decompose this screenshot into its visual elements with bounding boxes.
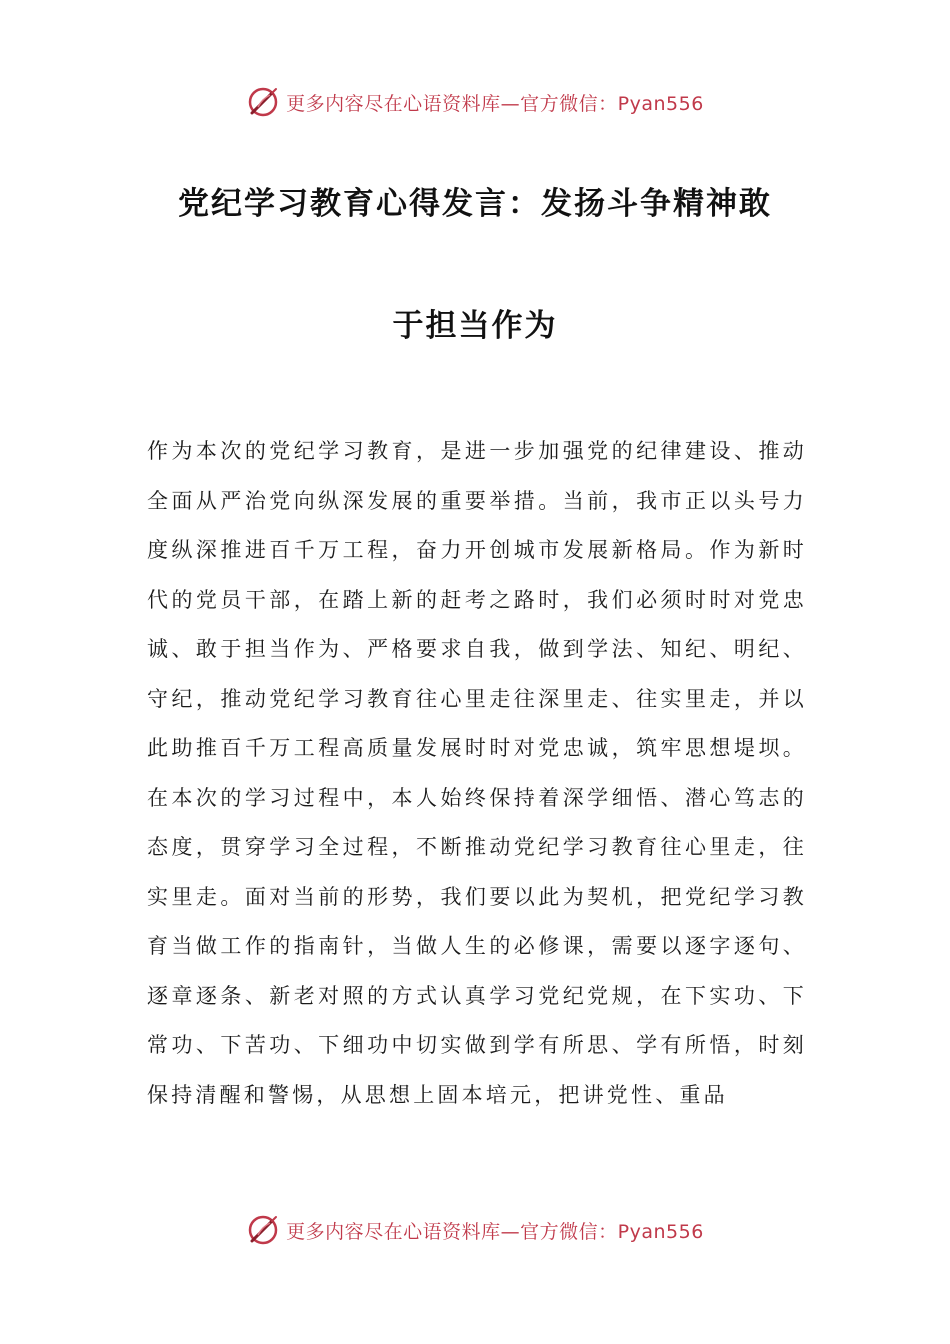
banner-label: 更多内容尽在心语资料库—官方微信： [286, 92, 618, 115]
body-paragraph: 作为本次的党纪学习教育，是进一步加强党的纪律建设、推动全面从严治党向纵深发展的重要举措。当前，我市正以头号力度纵深推进百千万工程，奋力开创城市发展新格局。作为新时代的党员干部，在踏上新的赶考之路时，我们必须时时对党忠诚、敢于担当作为、严格要求自我，做到学法、知纪、明纪、守纪，推动党纪学习教育往心里走往深里走、往实里走，并以此助推百千万工程高质量发展时时对党忠诚，筑牢思想堤坝。在本次的学习过程中，本人始终保持着深学细悟、潜心笃志的态度，贯穿学习全过程，不断推动党纪学习教育往心里走，往实里走。面对当前的形势，我们要以此为契机，把党纪学习教育当做工作的指南针，当做人生的必修课，需要以逐字逐句、逐章逐条、新老对照的方式认真学习党纪党规，在下实功、下常功、下苦功、下细功中切实做到学有所思、学有所悟，时刻保持清醒和警惕，从思想上固本培元，把讲党性、重品 [147, 439, 807, 1107]
quill-logo-icon [246, 1213, 280, 1247]
quill-logo-icon [246, 85, 280, 119]
header-banner [0, 80, 950, 124]
document-title-line-1: 党纪学习教育心得发言：发扬斗争精神敢 [178, 186, 772, 222]
footer-banner [0, 1208, 950, 1252]
document-title-line-2: 于担当作为 [392, 308, 558, 344]
wechat-id: Pyan556 [617, 1220, 704, 1243]
banner-label: 更多内容尽在心语资料库—官方微信： [286, 1220, 618, 1243]
wechat-id: Pyan556 [617, 92, 704, 115]
banner-text [286, 1217, 704, 1244]
banner-text [286, 89, 704, 116]
